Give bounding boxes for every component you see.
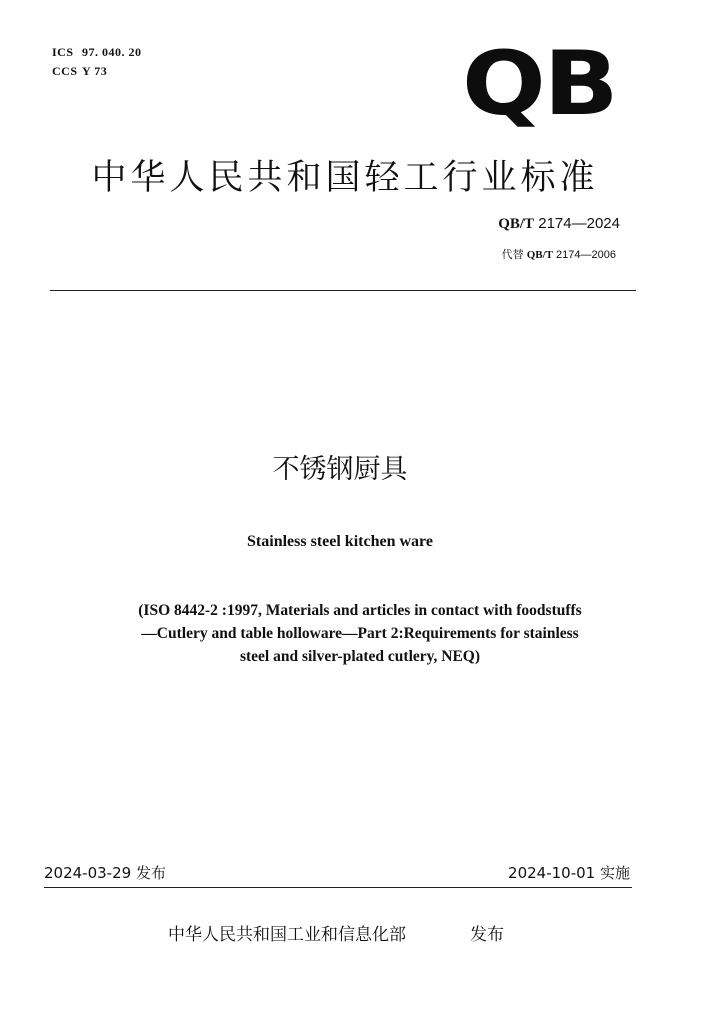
issue-date: 2024-03-29 发布 [44, 864, 166, 882]
publisher-name: 中华人民共和国工业和信息化部 [168, 925, 406, 945]
replaces-label: 代替 [501, 249, 524, 261]
ccs-label: CCS [52, 64, 78, 78]
publish-label: 发布 [470, 925, 504, 945]
ccs-value: Y 73 [82, 64, 108, 78]
standard-number-value: 2174—2024 [538, 215, 620, 232]
title-chinese: 不锈钢厨具 [272, 454, 408, 485]
standard-category-title: 中华人民共和国轻工行业标准 [91, 158, 599, 198]
replaces-standard [502, 246, 616, 262]
replaces-prefix: QB/T [526, 249, 553, 261]
top-divider [50, 290, 636, 291]
standard-number-prefix: QB/T [498, 216, 535, 232]
ics-label: ICS [52, 45, 74, 59]
qb-logo: QB [462, 32, 617, 135]
iso-reference [60, 599, 660, 668]
ccs-code [52, 64, 107, 79]
standard-number [498, 215, 620, 233]
replaces-number: 2174—2006 [556, 249, 616, 261]
title-english: Stainless steel kitchen ware [247, 533, 433, 550]
iso-reference-line: steel and silver-plated cutlery, NEQ) [239, 648, 481, 665]
iso-reference-line: (ISO 8442-2 :1997, Materials and articles in contact with foodstuffs [138, 602, 582, 619]
iso-reference-line: —Cutlery and table holloware—Part 2:Requirements for stainless [141, 625, 579, 642]
ics-code [52, 45, 142, 60]
ics-value: 97. 040. 20 [82, 45, 142, 59]
bottom-divider [44, 887, 632, 888]
implementation-date: 2024-10-01 实施 [508, 864, 630, 882]
